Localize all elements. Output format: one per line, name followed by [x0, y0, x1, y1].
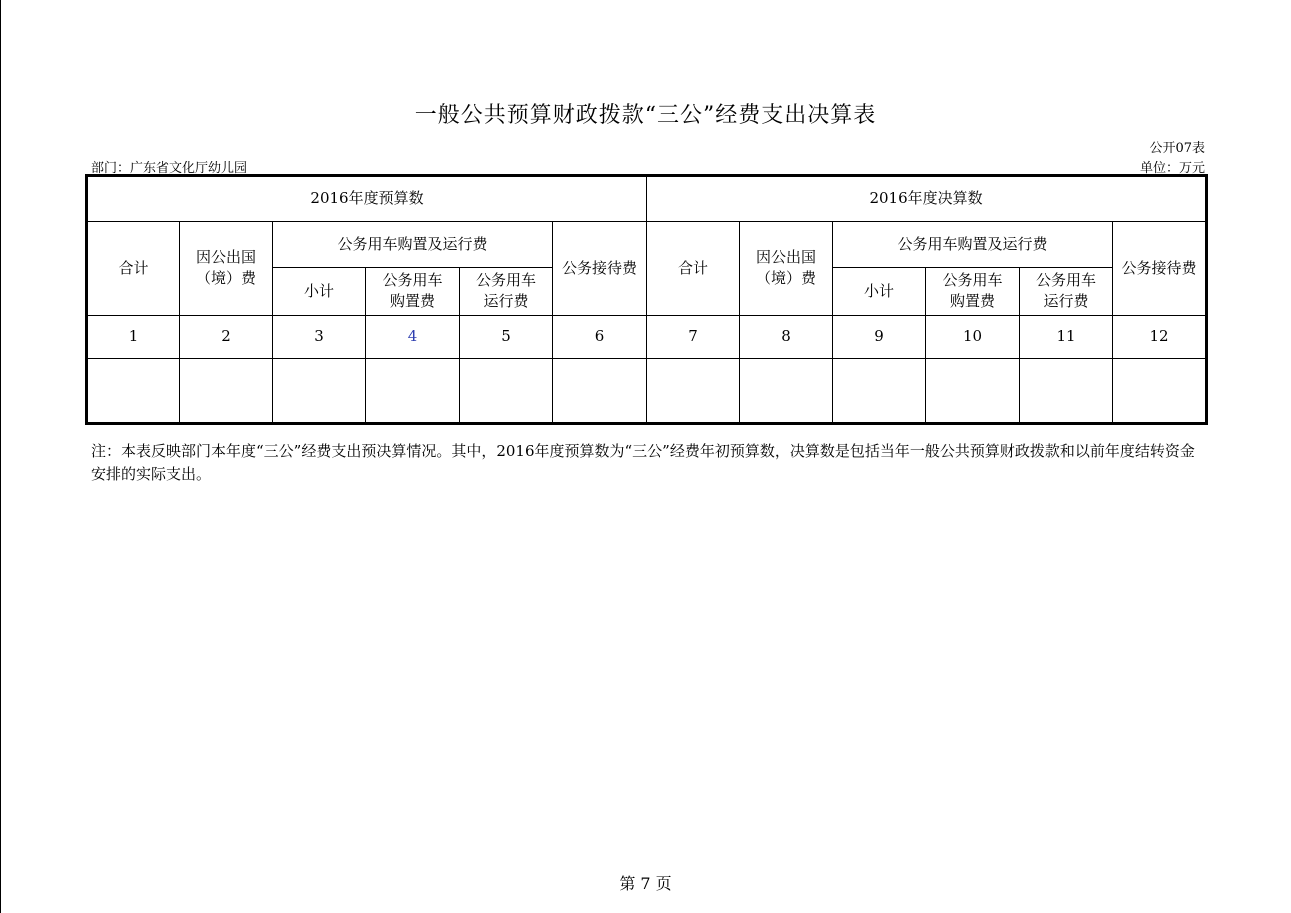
data-cell[interactable] — [87, 359, 180, 424]
data-cell[interactable] — [180, 359, 273, 424]
data-cell[interactable] — [1113, 359, 1207, 424]
budget-subtotal-header: 小计 — [273, 268, 366, 316]
final-subtotal-header: 小计 — [833, 268, 926, 316]
column-number: 1 — [87, 315, 180, 359]
budget-vehicle-header: 公务用车购置及运行费 — [273, 221, 553, 268]
page-number: 第 7 页 — [619, 874, 672, 893]
data-cell[interactable] — [740, 359, 833, 424]
table-row — [87, 359, 1207, 424]
final-header: 2016年度决算数 — [647, 176, 1207, 222]
form-number: 公开07表 — [1149, 141, 1205, 156]
column-number: 9 — [833, 315, 926, 359]
column-number: 3 — [273, 315, 366, 359]
data-cell[interactable] — [1020, 359, 1113, 424]
footnote: 注：本表反映部门本年度“三公”经费支出预决算情况。其中，2016年度预算数为“三公”经费年初预算数，决算数是包括当年一般公共预算财政拨款和以前年度结转资金安排的实际支出。 — [91, 442, 1195, 483]
data-cell[interactable] — [553, 359, 647, 424]
final-total-header: 合计 — [647, 221, 740, 315]
budget-vehicle-purchase-header: 公务用车购置费 — [366, 268, 460, 316]
final-vehicle-operation-header: 公务用车运行费 — [1020, 268, 1113, 316]
column-number: 4 — [366, 315, 460, 359]
data-cell[interactable] — [833, 359, 926, 424]
budget-total-header: 合计 — [87, 221, 180, 315]
column-number: 10 — [926, 315, 1020, 359]
final-vehicle-header: 公务用车购置及运行费 — [833, 221, 1113, 268]
column-number: 11 — [1020, 315, 1113, 359]
three-public-expenditure-table — [85, 174, 1208, 425]
budget-header: 2016年度预算数 — [87, 176, 647, 222]
data-cell[interactable] — [647, 359, 740, 424]
data-cell[interactable] — [926, 359, 1020, 424]
data-cell[interactable] — [366, 359, 460, 424]
budget-reception-header: 公务接待费 — [553, 221, 647, 315]
budget-abroad-header: 因公出国（境）费 — [180, 221, 273, 315]
column-number: 6 — [553, 315, 647, 359]
data-cell[interactable] — [273, 359, 366, 424]
budget-vehicle-operation-header: 公务用车运行费 — [460, 268, 553, 316]
department-label: 部门：广东省文化厅幼儿园 — [91, 161, 248, 176]
page-title: 一般公共预算财政拨款“三公”经费支出决算表 — [414, 103, 877, 128]
column-number: 5 — [460, 315, 553, 359]
data-cell[interactable] — [460, 359, 553, 424]
table-row — [87, 315, 1207, 359]
column-number: 7 — [647, 315, 740, 359]
column-number: 8 — [740, 315, 833, 359]
column-number: 12 — [1113, 315, 1207, 359]
table-row — [87, 221, 1207, 268]
final-reception-header: 公务接待费 — [1113, 221, 1207, 315]
page-left-border — [0, 0, 1, 913]
table-row — [87, 176, 1207, 222]
column-number: 2 — [180, 315, 273, 359]
final-abroad-header: 因公出国（境）费 — [740, 221, 833, 315]
unit-label: 单位：万元 — [1139, 161, 1205, 176]
final-vehicle-purchase-header: 公务用车购置费 — [926, 268, 1020, 316]
